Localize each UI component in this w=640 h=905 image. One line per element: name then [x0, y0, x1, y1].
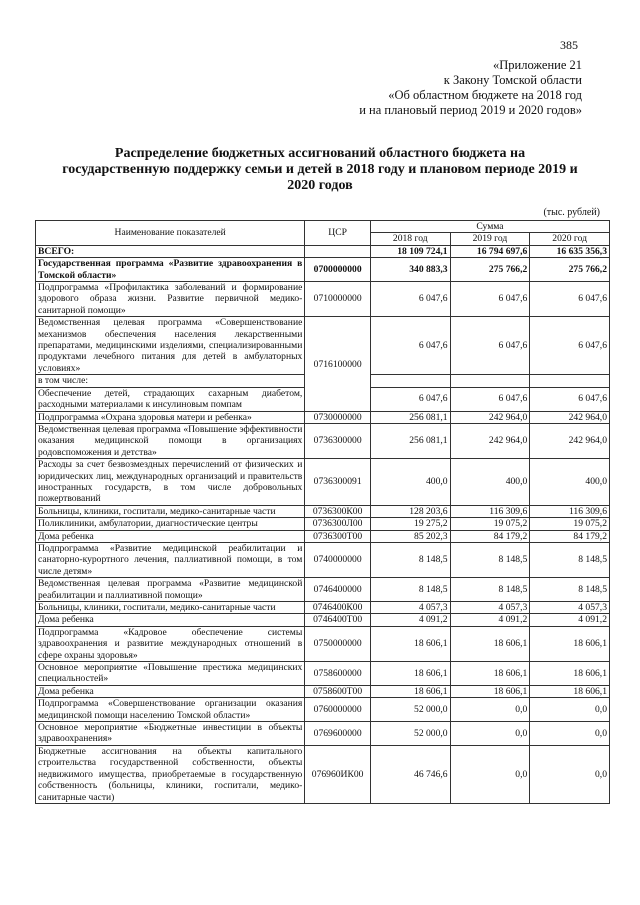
row-name: Подпрограмма «Совершенствование организации оказания медицинской помощи населению Томской области» — [36, 698, 305, 722]
value-2019: 4 057,3 — [450, 602, 530, 614]
table-row — [36, 317, 610, 375]
value-2020: 84 179,2 — [530, 530, 610, 542]
row-csr: 0740000000 — [305, 542, 371, 577]
value-2019: 8 148,5 — [450, 542, 530, 577]
table-row — [36, 459, 610, 506]
value-2019: 6 047,6 — [450, 282, 530, 317]
row-name: Ведомственная целевая программа «Развитие медицинской реабилитации и паллиативной помощи» — [36, 578, 305, 602]
table-row — [36, 626, 610, 661]
table-row — [36, 722, 610, 746]
value-2020: 6 047,6 — [530, 317, 610, 375]
value-2019: 0,0 — [450, 745, 530, 803]
row-csr: 0758600Т00 — [305, 685, 371, 697]
table-row — [36, 423, 610, 458]
value-2020: 0,0 — [530, 698, 610, 722]
value-2018: 8 148,5 — [370, 578, 450, 602]
table-row — [36, 245, 610, 257]
row-name: Больницы, клиники, госпитали, медико-санитарные части — [36, 505, 305, 517]
row-name: Бюджетные ассигнования на объекты капитального строительства государственной собственности, объекты недвижимого имущества, приобретаемые в государственную собственность (больницы, клиники, госпитали, медико-санитарные части) — [36, 745, 305, 803]
value-2019: 0,0 — [450, 722, 530, 746]
row-name: Основное мероприятие «Повышение престижа медицинских специальностей» — [36, 662, 305, 686]
row-csr: 0750000000 — [305, 626, 371, 661]
document-title: Распределение бюджетных ассигнований областного бюджета на государственную поддержку семьи и детей в 2018 году и плановом периоде 2019 и 2020 годов — [62, 146, 578, 193]
value-2018: 46 746,6 — [370, 745, 450, 803]
value-2020: 8 148,5 — [530, 542, 610, 577]
value-2020: 4 091,2 — [530, 614, 610, 626]
value-2020: 0,0 — [530, 722, 610, 746]
annex-line: и на плановый период 2019 и 2020 годов» — [359, 103, 582, 117]
value-2020: 18 606,1 — [530, 626, 610, 661]
value-2018 — [370, 375, 450, 387]
value-2019: 6 047,6 — [450, 317, 530, 375]
header-csr: ЦСР — [305, 221, 371, 246]
header-2018: 2018 год — [370, 233, 450, 245]
row-name: Поликлиники, амбулатории, диагностические центры — [36, 518, 305, 530]
value-2019: 6 047,6 — [450, 387, 530, 411]
value-2020: 6 047,6 — [530, 282, 610, 317]
row-name: Ведомственная целевая программа «Повышение эффективности оказания медицинской помощи в организациях родовспоможения и детства» — [36, 423, 305, 458]
row-csr: 0716100000 — [305, 317, 371, 411]
value-2018: 18 606,1 — [370, 685, 450, 697]
table-row — [36, 518, 610, 530]
value-2018: 256 081,1 — [370, 411, 450, 423]
value-2018: 52 000,0 — [370, 722, 450, 746]
value-2020: 8 148,5 — [530, 578, 610, 602]
value-2018: 8 148,5 — [370, 542, 450, 577]
row-csr: 0710000000 — [305, 282, 371, 317]
value-2020: 4 057,3 — [530, 602, 610, 614]
value-2020: 18 606,1 — [530, 662, 610, 686]
table-body — [36, 245, 610, 803]
row-name: Основное мероприятие «Бюджетные инвестиции в объекты здравоохранения» — [36, 722, 305, 746]
value-2018: 4 057,3 — [370, 602, 450, 614]
header-2019: 2019 год — [450, 233, 530, 245]
value-2018: 6 047,6 — [370, 387, 450, 411]
value-2018: 85 202,3 — [370, 530, 450, 542]
row-name: Обеспечение детей, страдающих сахарным диабетом, расходными материалами к инсулиновым помпам — [36, 387, 305, 411]
value-2020: 400,0 — [530, 459, 610, 506]
value-2019: 242 964,0 — [450, 411, 530, 423]
table-row — [36, 578, 610, 602]
annex-header — [359, 58, 582, 118]
value-2019: 16 794 697,6 — [450, 245, 530, 257]
table-row — [36, 411, 610, 423]
row-csr: 0736300091 — [305, 459, 371, 506]
row-name: Дома ребенка — [36, 614, 305, 626]
page-number: 385 — [560, 38, 578, 52]
annex-line: «Об областном бюджете на 2018 год — [388, 88, 582, 102]
value-2018: 19 275,2 — [370, 518, 450, 530]
row-name: Дома ребенка — [36, 685, 305, 697]
row-name: Государственная программа «Развитие здравоохранения в Томской области» — [36, 258, 305, 282]
value-2020: 242 964,0 — [530, 423, 610, 458]
value-2019: 0,0 — [450, 698, 530, 722]
header-2020: 2020 год — [530, 233, 610, 245]
value-2019: 275 766,2 — [450, 258, 530, 282]
annex-line: к Закону Томской области — [443, 73, 582, 87]
table-row — [36, 258, 610, 282]
row-name: Дома ребенка — [36, 530, 305, 542]
row-csr: 0746400000 — [305, 578, 371, 602]
value-2019: 84 179,2 — [450, 530, 530, 542]
value-2019: 8 148,5 — [450, 578, 530, 602]
row-name: ВСЕГО: — [36, 245, 305, 257]
row-csr: 0730000000 — [305, 411, 371, 423]
row-name: в том числе: — [36, 375, 305, 387]
table-row — [36, 614, 610, 626]
value-2020: 116 309,6 — [530, 505, 610, 517]
row-name: Подпрограмма «Охрана здоровья матери и ребенка» — [36, 411, 305, 423]
table-row — [36, 530, 610, 542]
value-2018: 18 606,1 — [370, 626, 450, 661]
value-2018: 18 606,1 — [370, 662, 450, 686]
row-csr: 0736300Л00 — [305, 518, 371, 530]
value-2020: 242 964,0 — [530, 411, 610, 423]
budget-table — [35, 220, 610, 804]
value-2018: 128 203,6 — [370, 505, 450, 517]
row-csr: 0746400Т00 — [305, 614, 371, 626]
table-row — [36, 662, 610, 686]
table-row — [36, 505, 610, 517]
row-name: Ведомственная целевая программа «Совершенствование механизмов обеспечения населения лекарственными препаратами, медицинскими изделиями, специализированными продуктами лечебного питания для детей в амбулаторных условиях» — [36, 317, 305, 375]
value-2020: 0,0 — [530, 745, 610, 803]
value-2018: 340 883,3 — [370, 258, 450, 282]
row-csr: 0769600000 — [305, 722, 371, 746]
unit-label: (тыс. рублей) — [543, 207, 600, 218]
row-name: Расходы за счет безвозмездных перечислений от физических и юридических лиц, международных организаций и правительств иностранных государств, в том числе добровольных пожертвований — [36, 459, 305, 506]
value-2018: 400,0 — [370, 459, 450, 506]
value-2020: 16 635 356,3 — [530, 245, 610, 257]
table-row — [36, 602, 610, 614]
value-2019: 18 606,1 — [450, 662, 530, 686]
value-2019: 4 091,2 — [450, 614, 530, 626]
header-name: Наименование показателей — [36, 221, 305, 246]
value-2019: 18 606,1 — [450, 685, 530, 697]
value-2018: 6 047,6 — [370, 317, 450, 375]
row-csr: 0736300000 — [305, 423, 371, 458]
row-name: Подпрограмма «Кадровое обеспечение системы здравоохранения и развитие международных отношений в сфере охраны здоровья» — [36, 626, 305, 661]
value-2018: 6 047,6 — [370, 282, 450, 317]
annex-line: «Приложение 21 — [493, 58, 582, 72]
value-2019 — [450, 375, 530, 387]
table-row — [36, 542, 610, 577]
value-2018: 52 000,0 — [370, 698, 450, 722]
value-2019: 116 309,6 — [450, 505, 530, 517]
value-2019: 18 606,1 — [450, 626, 530, 661]
row-csr: 0746400К00 — [305, 602, 371, 614]
row-csr — [305, 245, 371, 257]
row-csr: 0758600000 — [305, 662, 371, 686]
value-2020: 19 075,2 — [530, 518, 610, 530]
value-2018: 18 109 724,1 — [370, 245, 450, 257]
value-2018: 256 081,1 — [370, 423, 450, 458]
table-row — [36, 685, 610, 697]
row-csr: 0736300Т00 — [305, 530, 371, 542]
row-csr: 0736300К00 — [305, 505, 371, 517]
table-row — [36, 745, 610, 803]
value-2020: 275 766,2 — [530, 258, 610, 282]
value-2020: 6 047,6 — [530, 387, 610, 411]
table-row — [36, 282, 610, 317]
row-csr: 076960ИК00 — [305, 745, 371, 803]
value-2018: 4 091,2 — [370, 614, 450, 626]
row-name: Больницы, клиники, госпитали, медико-санитарные части — [36, 602, 305, 614]
value-2020 — [530, 375, 610, 387]
header-sum: Сумма — [370, 221, 609, 233]
row-csr: 0700000000 — [305, 258, 371, 282]
value-2019: 242 964,0 — [450, 423, 530, 458]
value-2020: 18 606,1 — [530, 685, 610, 697]
row-csr: 0760000000 — [305, 698, 371, 722]
row-name: Подпрограмма «Развитие медицинской реабилитации и санаторно-курортного лечения, паллиативной помощи, в том числе детям» — [36, 542, 305, 577]
row-name: Подпрограмма «Профилактика заболеваний и формирование здорового образа жизни. Развитие первичной медико-санитарной помощи» — [36, 282, 305, 317]
table-row — [36, 698, 610, 722]
value-2019: 19 075,2 — [450, 518, 530, 530]
value-2019: 400,0 — [450, 459, 530, 506]
